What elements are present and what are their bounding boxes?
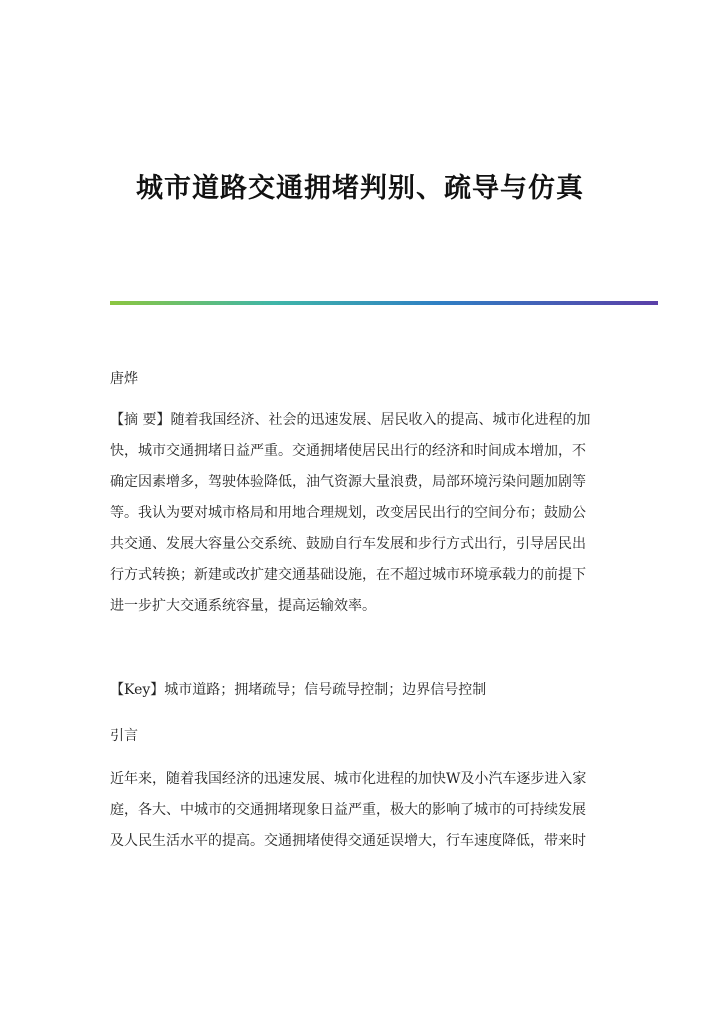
abstract-line: 共交通、发展大容量公交系统、鼓励自行车发展和步行方式出行，引导居民出 — [110, 536, 586, 552]
title-divider — [110, 301, 658, 305]
abstract-line: 行方式转换；新建或改扩建交通基础设施，在不超过城市环境承载力的前提下 — [110, 567, 586, 583]
abstract-line: 等。我认为要对城市格局和用地合理规划，改变居民出行的空间分布；鼓励公 — [110, 505, 586, 521]
abstract-line: 确定因素增多，驾驶体验降低，油气资源大量浪费，局部环境污染问题加剧等 — [110, 474, 586, 490]
intro-paragraph — [110, 764, 610, 857]
abstract-line: 快，城市交通拥堵日益严重。交通拥堵使居民出行的经济和时间成本增加，不 — [110, 443, 586, 459]
abstract-paragraph — [110, 405, 610, 622]
abstract-line: 进一步扩大交通系统容量，提高运输效率。 — [110, 598, 376, 614]
section-heading: 引言 — [110, 728, 138, 744]
intro-line: 及人民生活水平的提高。交通拥堵使得交通延误增大，行车速度降低，带来时 — [110, 833, 586, 849]
keywords-line: 【Key】城市道路；拥堵疏导；信号疏导控制；边界信号控制 — [110, 682, 487, 698]
document-title: 城市道路交通拥堵判别、疏导与仿真 — [136, 173, 584, 204]
abstract-line: 【摘 要】随着我国经济、社会的迅速发展、居民收入的提高、城市化进程的加 — [110, 412, 591, 428]
intro-line: 庭，各大、中城市的交通拥堵现象日益严重，极大的影响了城市的可持续发展 — [110, 802, 586, 818]
intro-line: 近年来，随着我国经济的迅速发展、城市化进程的加快W及小汽车逐步进入家 — [110, 771, 587, 787]
author-name: 唐烨 — [110, 371, 138, 387]
